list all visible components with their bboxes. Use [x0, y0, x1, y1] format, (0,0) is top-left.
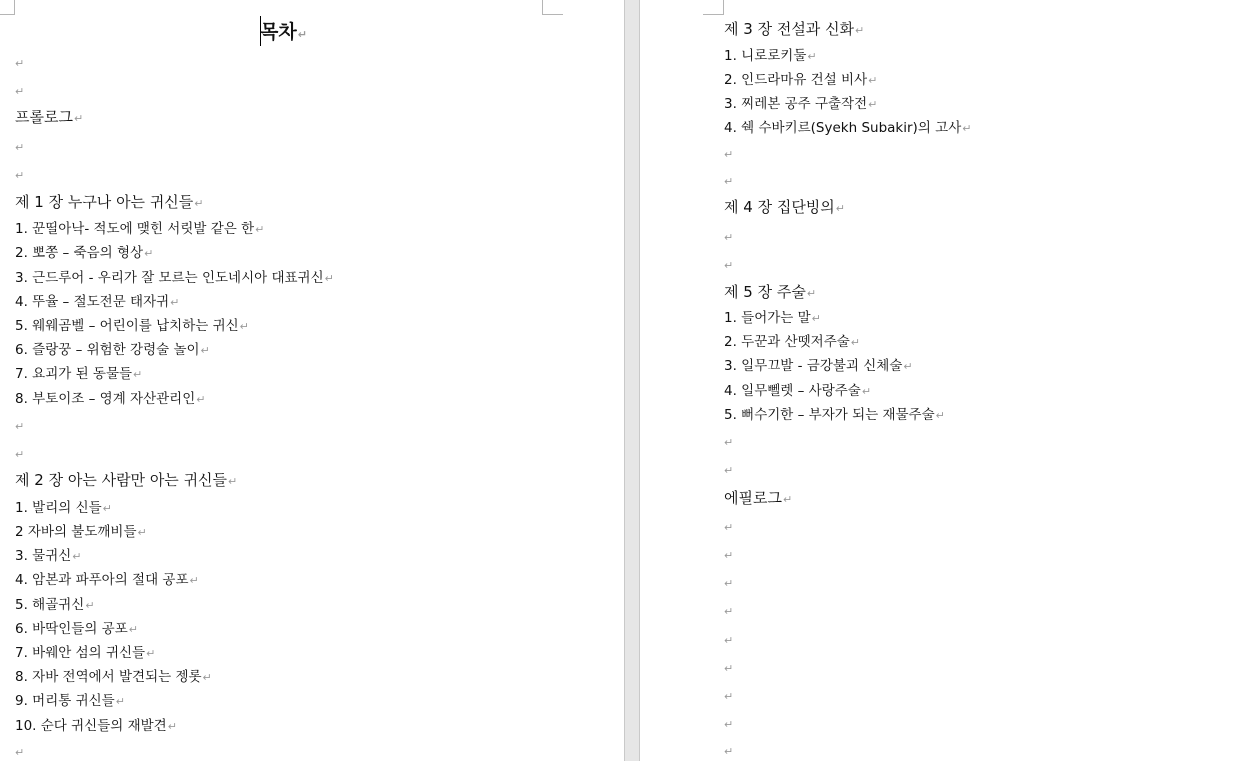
toc-item[interactable]: 8. 자바 전역에서 발견되는 젱롯↵: [15, 669, 212, 685]
empty-paragraph[interactable]: ↵: [724, 436, 734, 449]
empty-paragraph[interactable]: ↵: [724, 464, 734, 477]
toc-item[interactable]: 2. 인드라마유 건설 비사↵: [724, 72, 878, 88]
toc-item[interactable]: 4. 암본과 파푸아의 절대 공포↵: [15, 572, 199, 588]
empty-paragraph[interactable]: ↵: [724, 718, 734, 731]
empty-paragraph[interactable]: ↵: [15, 448, 25, 461]
toc-item[interactable]: 3. 물귀신↵: [15, 548, 82, 564]
toc-item[interactable]: 4. 뚜율 – 절도전문 태자귀↵: [15, 294, 180, 310]
chapter-2-heading[interactable]: 제 2 장 아는 사람만 아는 귀신들↵: [15, 471, 238, 489]
empty-paragraph[interactable]: ↵: [724, 231, 734, 244]
empty-paragraph[interactable]: ↵: [724, 690, 734, 703]
crop-mark: [0, 0, 15, 15]
chapter-5-heading[interactable]: 제 5 장 주술↵: [724, 283, 817, 301]
empty-paragraph[interactable]: ↵: [724, 605, 734, 618]
toc-item[interactable]: 6. 바딱인들의 공포↵: [15, 621, 138, 637]
toc-item[interactable]: 4. 쉑 수바키르(Syekh Subakir)의 고사↵: [724, 120, 972, 136]
empty-paragraph[interactable]: ↵: [15, 420, 25, 433]
toc-item[interactable]: 2. 두꾼과 산뗏저주술↵: [724, 334, 861, 350]
empty-paragraph[interactable]: ↵: [724, 577, 734, 590]
empty-paragraph[interactable]: ↵: [724, 521, 734, 534]
toc-item[interactable]: 1. 꾼띨아낙- 적도에 맺힌 서릿발 같은 한↵: [15, 221, 265, 237]
empty-paragraph[interactable]: ↵: [15, 57, 25, 70]
toc-item[interactable]: 3. 찌레본 공주 구출작전↵: [724, 96, 878, 112]
toc-item[interactable]: 5. 웨웨곰벨 – 어린이를 납치하는 귀신↵: [15, 318, 249, 334]
toc-item[interactable]: 10. 순다 귀신들의 재발견↵: [15, 718, 177, 734]
toc-item[interactable]: 3. 일무끄발 - 금강불괴 신체술↵: [724, 358, 913, 374]
toc-item[interactable]: 6. 즐랑꿍 – 위험한 강령술 놀이↵: [15, 342, 210, 358]
toc-item[interactable]: 1. 발리의 신들↵: [15, 500, 112, 516]
crop-mark: [542, 0, 563, 15]
page-gutter: [624, 0, 640, 761]
empty-paragraph[interactable]: ↵: [724, 259, 734, 272]
chapter-1-heading[interactable]: 제 1 장 누구나 아는 귀신들↵: [15, 193, 204, 211]
epilogue-heading[interactable]: 에필로그↵: [724, 489, 793, 507]
toc-item[interactable]: 1. 들어가는 말↵: [724, 310, 821, 326]
empty-paragraph[interactable]: ↵: [15, 141, 25, 154]
prologue-heading[interactable]: 프롤로그↵: [15, 108, 84, 126]
empty-paragraph[interactable]: ↵: [724, 662, 734, 675]
toc-item[interactable]: 4. 일무뻴렛 – 사랑주술↵: [724, 383, 872, 399]
empty-paragraph[interactable]: ↵: [724, 148, 734, 161]
empty-paragraph[interactable]: ↵: [15, 746, 25, 759]
toc-item[interactable]: 5. 해골귀신↵: [15, 597, 95, 613]
toc-item[interactable]: 5. 뻐수기한 – 부자가 되는 재물주술↵: [724, 407, 945, 423]
toc-item[interactable]: 2 자바의 불도깨비들↵: [15, 524, 147, 540]
crop-mark: [703, 0, 724, 15]
empty-paragraph[interactable]: ↵: [15, 85, 25, 98]
toc-item[interactable]: 1. 니로로키둘↵: [724, 48, 817, 64]
empty-paragraph[interactable]: ↵: [724, 745, 734, 758]
toc-item[interactable]: 2. 뽀쫑 – 죽음의 형상↵: [15, 245, 154, 261]
toc-item[interactable]: 3. 근드루어 - 우리가 잘 모르는 인도네시아 대표귀신↵: [15, 270, 334, 286]
chapter-3-heading[interactable]: 제 3 장 전설과 신화↵: [724, 20, 865, 38]
toc-item[interactable]: 8. 부토이조 – 영계 자산관리인↵: [15, 391, 206, 407]
empty-paragraph[interactable]: ↵: [724, 549, 734, 562]
empty-paragraph[interactable]: ↵: [724, 175, 734, 188]
empty-paragraph[interactable]: ↵: [724, 634, 734, 647]
toc-title[interactable]: 목차↵: [260, 21, 307, 43]
chapter-4-heading[interactable]: 제 4 장 집단빙의↵: [724, 198, 846, 216]
toc-item[interactable]: 7. 요괴가 된 동물들↵: [15, 366, 143, 382]
toc-item[interactable]: 7. 바웨안 섬의 귀신들↵: [15, 645, 156, 661]
toc-item[interactable]: 9. 머리통 귀신들↵: [15, 693, 125, 709]
empty-paragraph[interactable]: ↵: [15, 169, 25, 182]
document-page-right[interactable]: [640, 0, 1234, 761]
